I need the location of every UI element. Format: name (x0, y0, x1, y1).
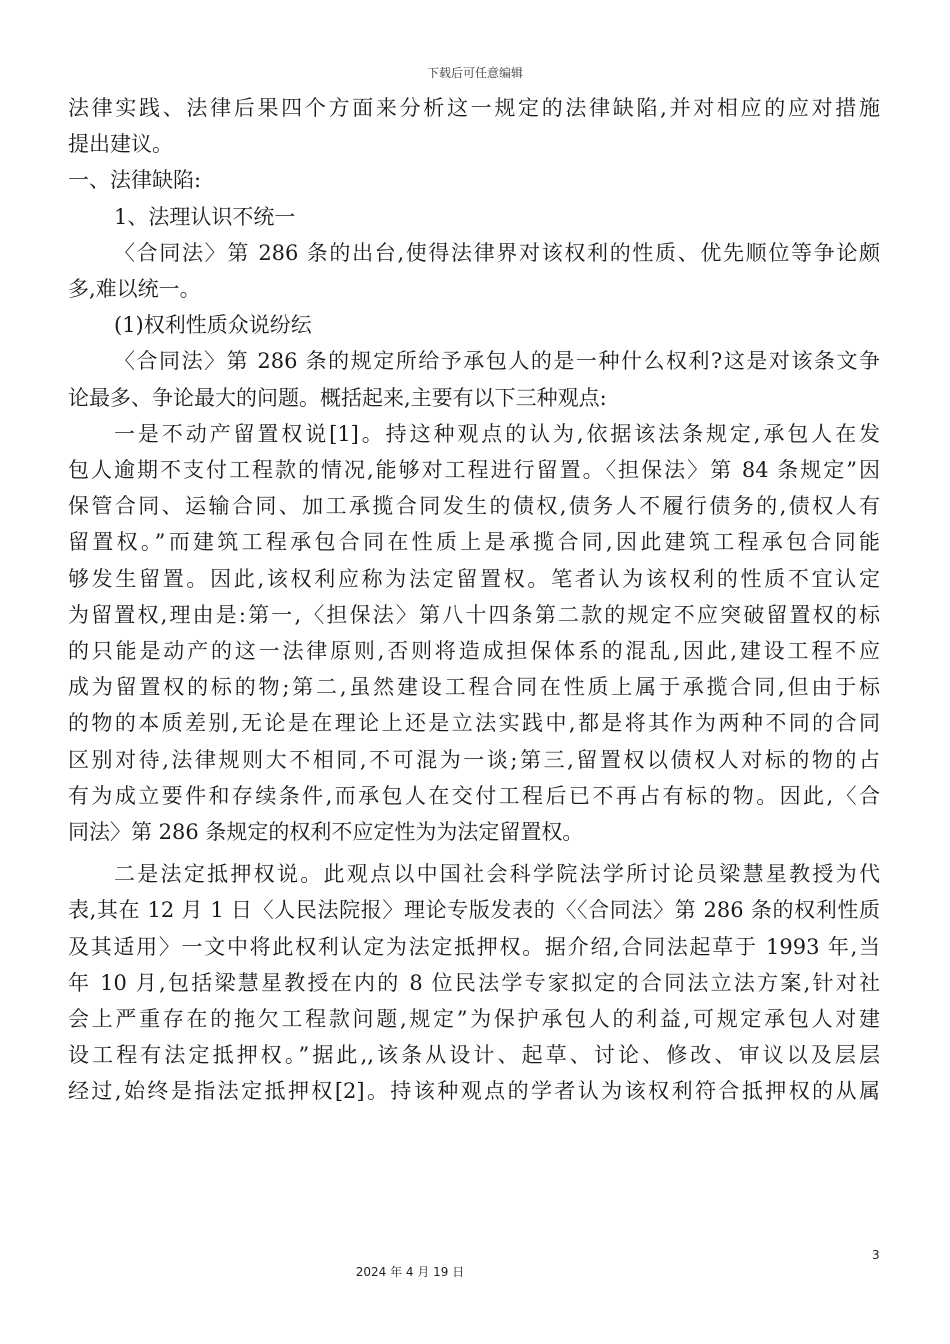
body-line: 一是不动产留置权说[1]。持这种观点的认为,依据该法条规定,承包人在发 (114, 421, 880, 446)
body-line: 经过,始终是指法定抵押权[2]。持该种观点的学者认为该权利符合抵押权的从属 (68, 1079, 880, 1104)
body-line: 够发生留置。因此,该权利应称为法定留置权。笔者认为该权利的性质不宜认定 (68, 566, 880, 591)
subsection-heading: 1、法理认识不统一 (114, 204, 296, 229)
page-number: 3 (872, 1248, 880, 1262)
footer-date: 2024 年 4 月 19 日 (355, 1265, 465, 1279)
body-line: 为留置权,理由是:第一,〈担保法〉第八十四条第二款的规定不应突破留置权的标 (68, 602, 880, 627)
document-body (68, 90, 880, 1110)
body-line: 〈合同法〉第 286 条的规定所给予承包人的是一种什么权利?这是对该条文争 (114, 349, 880, 374)
body-line: 有为成立要件和存续条件,而承包人在交付工程后已不再占有标的物。因此,〈合 (68, 783, 880, 808)
body-line: 及其适用〉一文中将此权利认定为法定抵押权。据介绍,合同法起草于 1993 年,当 (68, 934, 880, 959)
body-line: 的物的本质差别,无论是在理论上还是立法实践中,都是将其作为两种不同的合同 (68, 711, 880, 736)
page-header-note: 下载后可任意编辑 (426, 66, 523, 80)
body-line: 〈合同法〉第 286 条的出台,使得法律界对该权利的性质、优先顺位等争论颇 (114, 240, 880, 265)
section-heading: 一、法律缺陷: (68, 168, 202, 193)
body-line: 提出建议。 (68, 132, 173, 157)
body-line: 成为留置权的标的物;第二,虽然建设工程合同在性质上属于承揽合同,但由于标 (68, 675, 880, 700)
body-line: 年 10 月,包括梁慧星教授在内的 8 位民法学专家拟定的合同法立法方案,针对社 (68, 970, 880, 995)
subsection-heading: (1)权利性质众说纷纭 (114, 313, 312, 338)
body-line: 同法〉第 286 条规定的权利不应定性为为法定留置权。 (68, 820, 584, 845)
body-line: 包人逾期不支付工程款的情况,能够对工程进行留置。〈担保法〉第 84 条规定”因 (68, 458, 880, 483)
body-line: 区别对待,法律规则大不相同,不可混为一谈;第三,留置权以债权人对标的物的占 (68, 747, 880, 772)
body-line: 多,难以统一。 (68, 277, 201, 302)
body-line: 会上严重存在的拖欠工程款问题,规定”为保护承包人的利益,可规定承包人对建 (68, 1007, 880, 1032)
body-line: 表,其在 12 月 1 日〈人民法院报〉理论专版发表的〈〈合同法〉第 286 条的权利性质 (68, 898, 880, 923)
body-line: 的只能是动产的这一法律原则,否则将造成担保体系的混乱,因此,建设工程不应 (68, 639, 880, 664)
body-line: 留置权。”而建筑工程承包合同在性质上是承揽合同,因此建筑工程承包合同能 (68, 530, 880, 555)
body-line: 法律实践、法律后果四个方面来分析这一规定的法律缺陷,并对相应的应对措施 (68, 96, 880, 120)
body-line: 论最多、争论最大的问题。概括起来,主要有以下三种观点: (68, 385, 607, 410)
body-line: 二是法定抵押权说。此观点以中国社会科学院法学所讨论员梁慧星教授为代 (114, 862, 880, 887)
body-line: 保管合同、运输合同、加工承揽合同发生的债权,债务人不履行债务的,债权人有 (68, 494, 880, 519)
body-line: 设工程有法定抵押权。”据此,,该条从设计、起草、讨论、修改、审议以及层层 (68, 1043, 880, 1068)
